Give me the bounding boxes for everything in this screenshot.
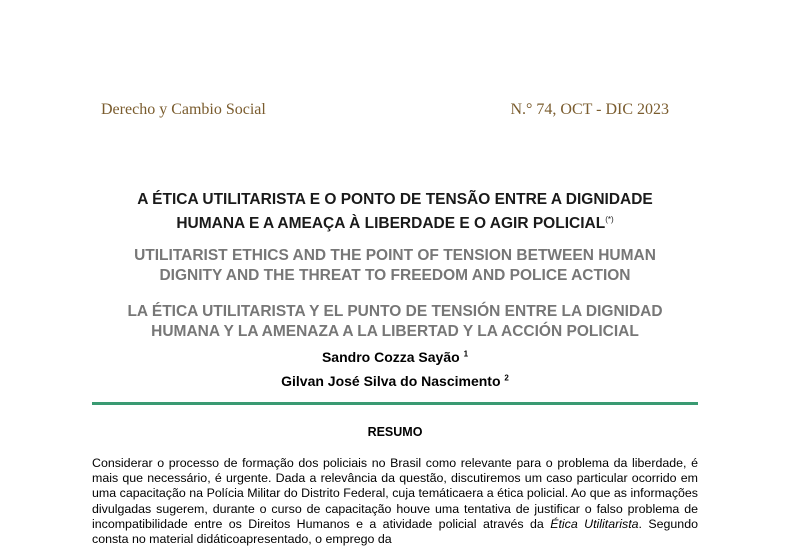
author-1-note[interactable]: 1 [463, 349, 469, 359]
title-pt-line-2 [92, 210, 698, 234]
abstract-italic-term: Ética Utilitarista [550, 516, 639, 531]
title-pt-line-2-text: HUMANA E A AMEAÇA À LIBERDADE E O AGIR POLICIAL [176, 215, 606, 233]
title-spanish [92, 302, 698, 342]
author-2 [92, 373, 698, 389]
author-1-name: Sandro Cozza Sayão [321, 349, 460, 365]
title-es-line-2: HUMANA Y LA AMENAZA A LA LIBERTAD Y LA ACCIÓN POLICIAL [151, 323, 639, 340]
author-1 [92, 349, 698, 365]
title-english [92, 246, 698, 286]
title-es-line-1: LA ÉTICA UTILITARISTA Y EL PUNTO DE TENSIÓN ENTRE LA DIGNIDAD [127, 303, 663, 320]
title-footnote-marker[interactable]: (*) [605, 215, 614, 224]
title-en-line-2: DIGNITY AND THE THREAT TO FREEDOM AND POLICE ACTION [159, 267, 631, 284]
journal-name: Derecho y Cambio Social [101, 101, 266, 118]
section-divider [92, 402, 698, 405]
abstract-text-1: Considerar o processo de formação dos policiais no Brasil como relevante para o problema da liberdade, é mais que necessário, é urgente. Dada a relevância da questão, discutiremos um caso particular ocorrido em uma capacitação na Polícia Militar do Distrito Federal, cuja temáticaera a ética policial. Ao que as informações divulgadas sugerem, durante o curso de capacitação houve uma tentativa de justificar o falso problema de incompatibilidade entre os Direitos Humanos e a atividade policial através da [92, 456, 698, 531]
title-portuguese [92, 190, 698, 234]
title-en-line-1: UTILITARIST ETHICS AND THE POINT OF TENSION BETWEEN HUMAN [134, 247, 656, 264]
abstract-body [92, 456, 698, 547]
author-2-note[interactable]: 2 [504, 373, 509, 383]
abstract-text-2: . Segundo consta no material didáticoapresentado, o emprego da [92, 516, 698, 547]
abstract-heading: RESUMO [367, 425, 423, 439]
issue-label: N.° 74, OCT - DIC 2023 [510, 101, 669, 118]
title-pt-line-1: A ÉTICA UTILITARISTA E O PONTO DE TENSÃO ENTRE A DIGNIDADE [137, 191, 653, 208]
author-2-name: Gilvan José Silva do Nascimento [281, 373, 501, 389]
